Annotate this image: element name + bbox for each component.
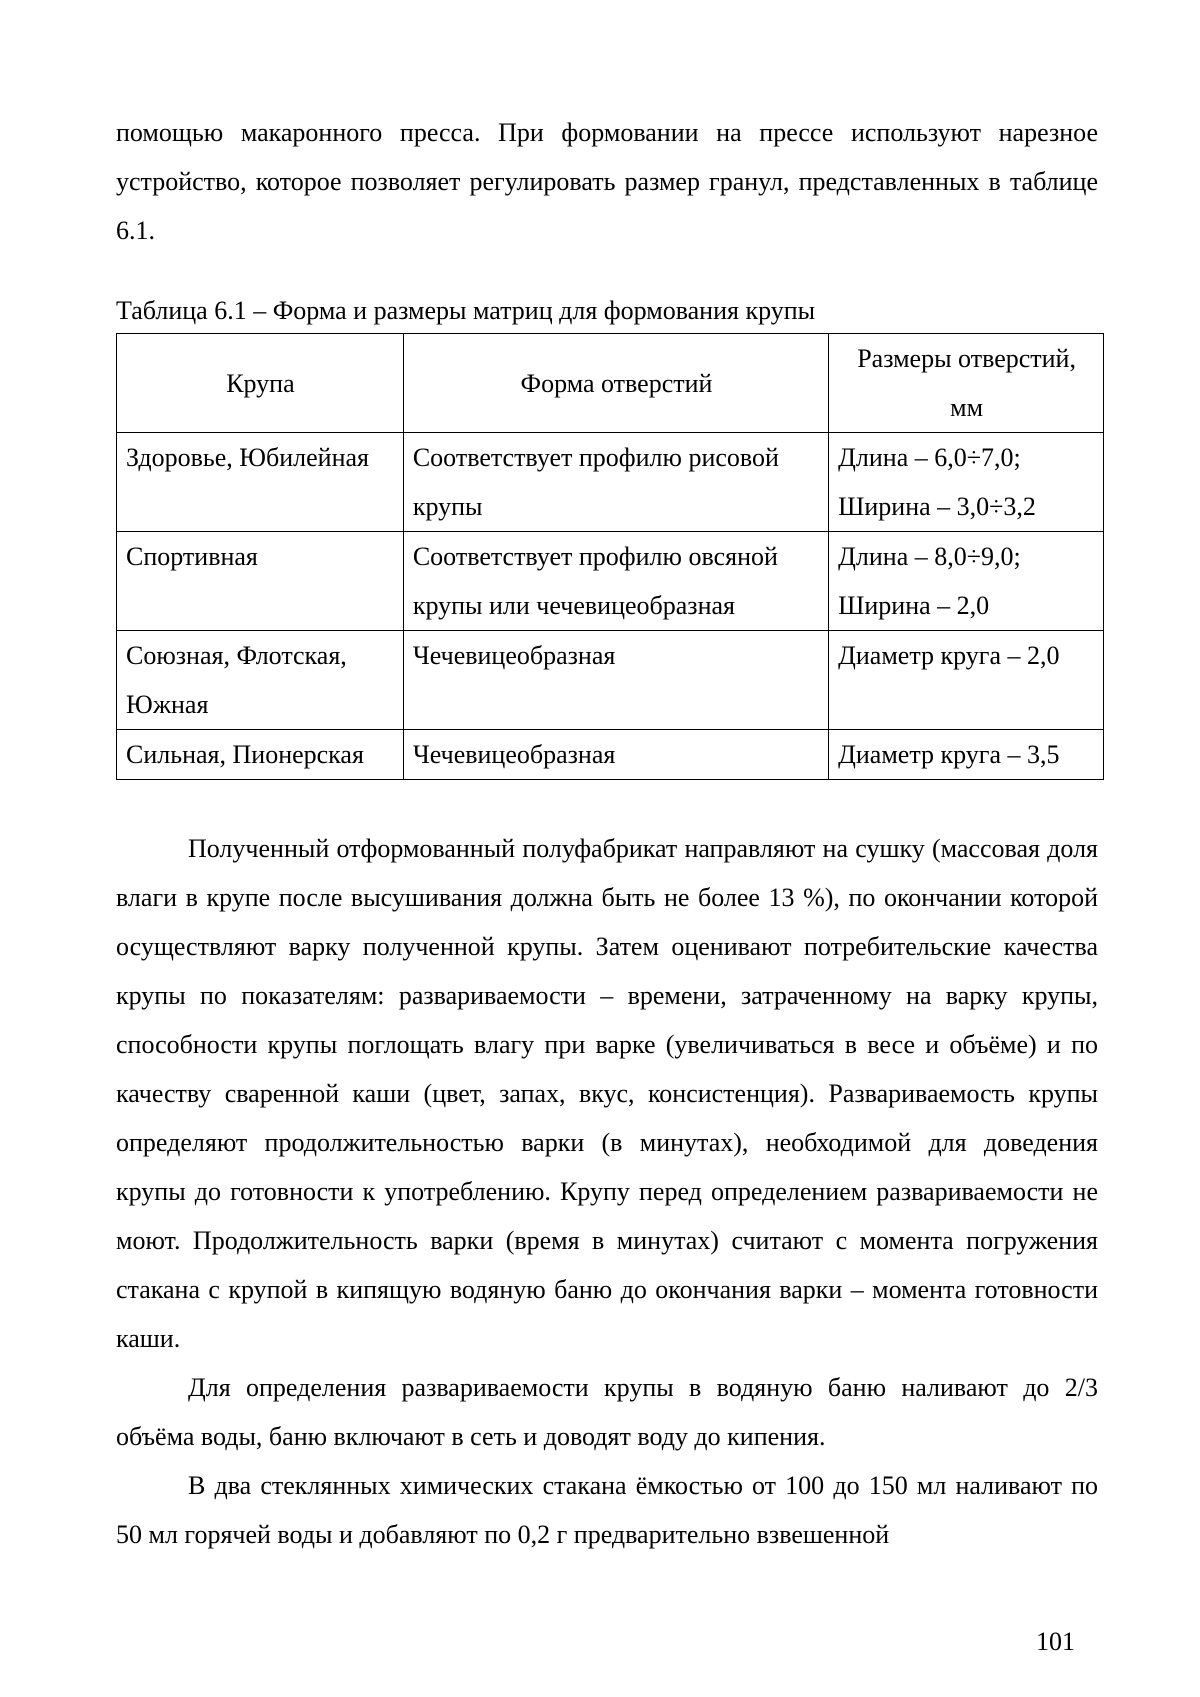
table-cell: Союзная, Флотская, Южная: [117, 631, 404, 730]
header-hole-size: Размеры отверстий, мм: [829, 334, 1104, 433]
table-cell: Длина – 6,0÷7,0; Ширина – 3,0÷3,2: [829, 433, 1104, 532]
body-paragraph: В два стеклянных химических стакана ёмкостью от 100 до 150 мл наливают по 50 мл горячей воды и добавляют по 0,2 г предварительно взвешенной: [116, 1461, 1098, 1559]
table-row: [117, 631, 1104, 730]
matrix-table: [116, 333, 1104, 780]
body-paragraph: Для определения развариваемости крупы в водяную баню наливают до 2/3 объёма воды, баню включают в сеть и доводят воду до кипения.: [116, 1363, 1098, 1461]
document-page: [116, 108, 1098, 1559]
table-cell: Спортивная: [117, 532, 404, 631]
body-text: [116, 824, 1098, 1559]
table-row: [117, 730, 1104, 780]
page-number: 101: [1036, 1626, 1075, 1658]
table-cell: Соответствует профилю овсяной крупы или чечевицеобразная: [403, 532, 828, 631]
table-header-row: [117, 334, 1104, 433]
header-grain: Крупа: [117, 334, 404, 433]
table-cell: Здоровье, Юбилейная: [117, 433, 404, 532]
table-cell: Чечевицеобразная: [403, 631, 828, 730]
table-caption: Таблица 6.1 – Форма и размеры матриц для формования крупы: [116, 295, 1098, 327]
intro-paragraph: помощью макаронного пресса. При формовании на прессе используют нарезное устройство, которое позволяет регулировать размер гранул, представленных в таблице 6.1.: [116, 108, 1098, 255]
table-cell: Соответствует профилю рисовой крупы: [403, 433, 828, 532]
table-row: [117, 532, 1104, 631]
table-cell: Сильная, Пионерская: [117, 730, 404, 780]
table-row: [117, 433, 1104, 532]
body-paragraph: Полученный отформованный полуфабрикат направляют на сушку (массовая доля влаги в крупе после высушивания должна быть не более 13 %), по окончании которой осуществляют варку полученной крупы. Затем оценивают потребительские качества крупы по показателям: развариваемости – времени, затраченному на варку крупы, способности крупы поглощать влагу при варке (увеличиваться в весе и объёме) и по качеству сваренной каши (цвет, запах, вкус, консистенция). Развариваемость крупы определяют продолжительностью варки (в минутах), необходимой для доведения крупы до готовности к употреблению. Крупу перед определением развариваемости не моют. Продолжительность варки (время в минутах) считают с момента погружения стакана с крупой в кипящую водяную баню до окончания варки – момента готовности каши.: [116, 824, 1098, 1363]
table-cell: Диаметр круга – 2,0: [829, 631, 1104, 730]
table-cell: Чечевицеобразная: [403, 730, 828, 780]
table-cell: Длина – 8,0÷9,0; Ширина – 2,0: [829, 532, 1104, 631]
header-hole-shape: Форма отверстий: [403, 334, 828, 433]
table-cell: Диаметр круга – 3,5: [829, 730, 1104, 780]
